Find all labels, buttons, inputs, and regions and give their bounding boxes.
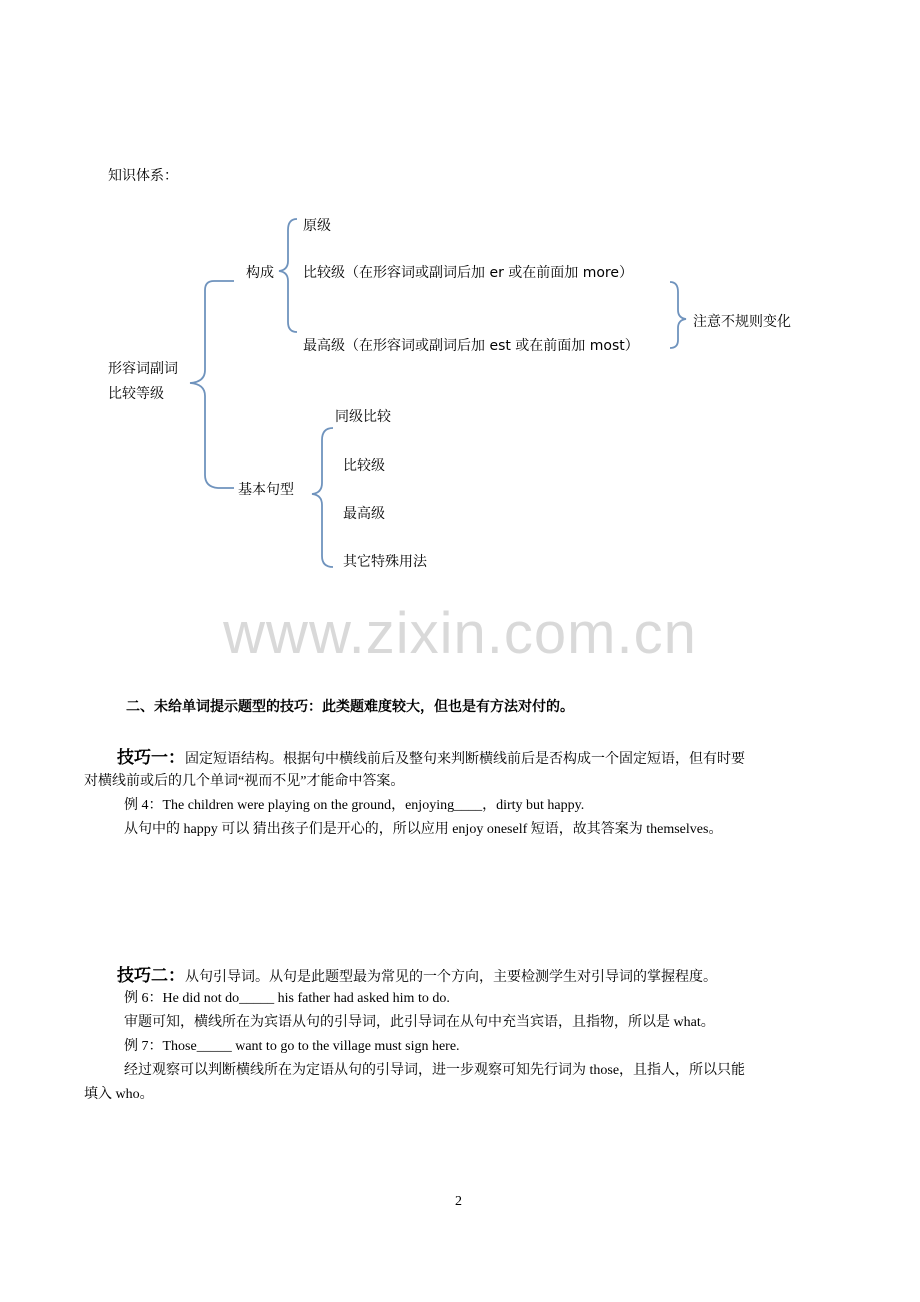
diagram-sentence-item: 其它特殊用法 xyxy=(343,554,427,570)
diagram-form-item: 比较级（在形容词或副词后加 er 或在前面加 more） xyxy=(303,265,633,281)
note-brace xyxy=(670,282,686,348)
diagram-root-line2: 比较等级 xyxy=(108,386,164,402)
diagram-form-item: 最高级（在形容词或副词后加 est 或在前面加 most） xyxy=(303,338,639,354)
diagram-sentence-item: 最高级 xyxy=(343,506,385,522)
section-heading: 二、未给单词提示题型的技巧：此类题难度较大，但也是有方法对付的。 xyxy=(126,699,574,715)
tip1-line2: 对横线前或后的几个单词“视而不见”才能命中答案。 xyxy=(84,774,405,789)
section-label: 知识体系： xyxy=(108,169,178,184)
tip1-line1 xyxy=(117,743,745,768)
explanation-6: 审题可知，横线所在为宾语从句的引导词，此引导词在从句中充当宾语，且指物，所以是 what。 xyxy=(124,1015,715,1030)
tip2-line xyxy=(117,961,717,986)
explanation-7-line1: 经过观察可以判断横线所在为定语从句的引导词，进一步观察可知先行词为 those，且指人，所以只能 xyxy=(124,1063,746,1078)
sentence-brace xyxy=(312,428,333,567)
explanation-4: 从句中的 happy 可以 猜出孩子们是开心的，所以应用 enjoy oneself 短语，故其答案为 themselves。 xyxy=(124,822,723,837)
tip2-text: 从句引导词。从句是此题型最为常见的一个方向，主要检测学生对引导词的掌握程度。 xyxy=(185,970,717,985)
diagram-branch-form: 构成 xyxy=(246,265,274,281)
diagram-root-line1: 形容词副词 xyxy=(108,361,178,377)
form-brace xyxy=(279,219,297,332)
page-number: 2 xyxy=(455,1194,462,1209)
diagram-sentence-item: 同级比较 xyxy=(335,409,391,425)
example-6: 例 6：He did not do_____ his father had asked him to do. xyxy=(124,991,450,1006)
tip2-label: 技巧二： xyxy=(117,966,185,986)
diagram-sentence-item: 比较级 xyxy=(343,458,385,474)
root-brace xyxy=(190,281,234,488)
explanation-7-line2: 填入 who。 xyxy=(84,1087,154,1102)
example-7: 例 7：Those_____ want to go to the village must sign here. xyxy=(124,1039,460,1054)
diagram-branch-sentence: 基本句型 xyxy=(238,482,294,498)
diagram-form-item: 原级 xyxy=(303,218,331,234)
tip1-label: 技巧一： xyxy=(117,748,185,768)
diagram-note: 注意不规则变化 xyxy=(693,314,791,330)
tip1-text: 固定短语结构。根据句中横线前后及整句来判断横线前后是否构成一个固定短语，但有时要 xyxy=(185,752,745,767)
watermark: www.zixin.com.cn xyxy=(223,601,697,666)
example-4: 例 4：The children were playing on the ground，enjoying____，dirty but happy. xyxy=(124,798,585,813)
diagram-braces xyxy=(0,0,920,600)
